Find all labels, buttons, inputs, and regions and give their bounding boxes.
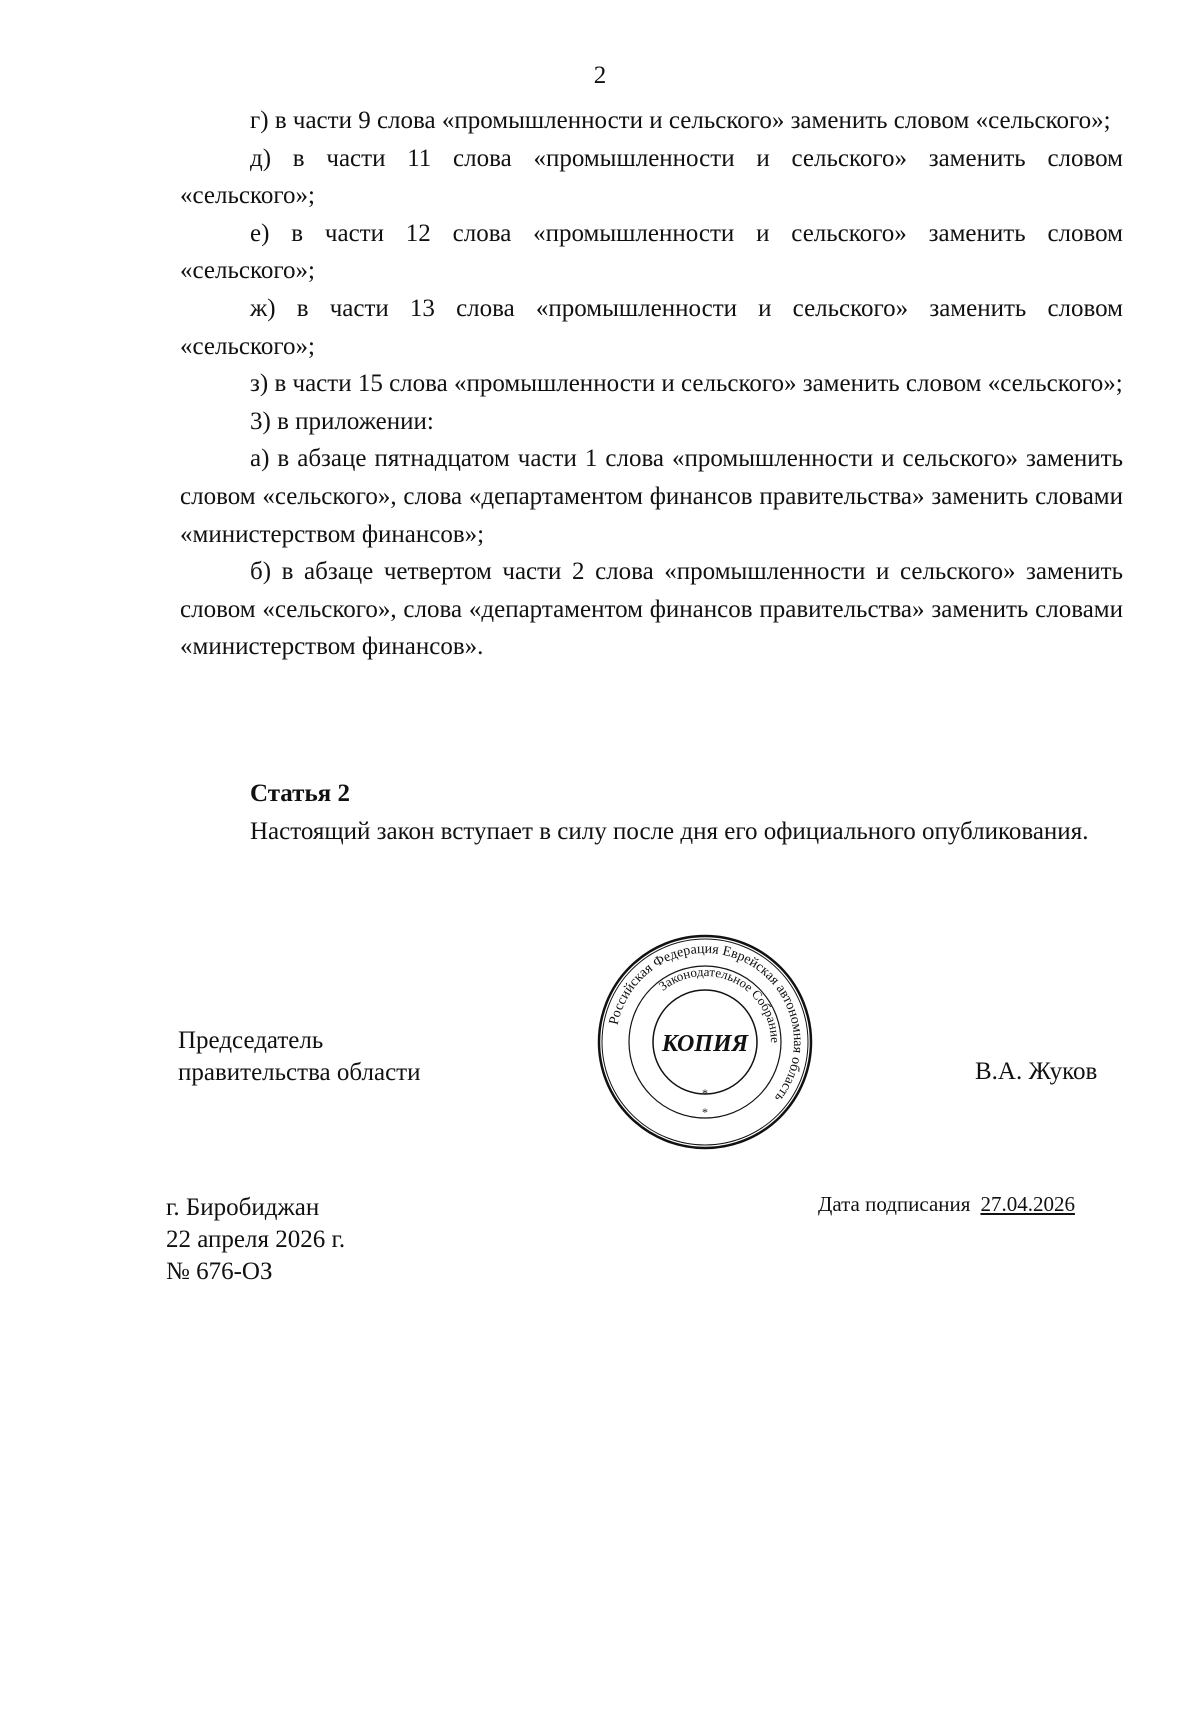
- signing-date-label: Дата подписания: [818, 1192, 971, 1216]
- page-number: 2: [593, 62, 607, 89]
- seal-outer-text: Российская Федерация Еврейская автономная область: [606, 941, 806, 1105]
- signatory-position-line1: Председатель: [178, 1027, 324, 1054]
- article-heading: Статья 2: [250, 780, 350, 807]
- signing-date-value: 27.04.2026: [980, 1192, 1075, 1216]
- seal-inner-text: Законодательное Собрание: [655, 963, 784, 1044]
- seal-center-text: КОПИЯ: [661, 1031, 749, 1057]
- amendment-item-g: г) в части 9 слова «промышленности и сельского» заменить словом «сельского»;: [250, 107, 1111, 134]
- amendment-item-a: а) в абзаце пятнадцатом части 1 слова «промышленности и сельского» заменить словом «сельского», слова «департаментом финансов правительства» заменить словами «министерством финансов»;: [180, 445, 1123, 548]
- law-number: № 676-ОЗ: [166, 1258, 273, 1285]
- amendment-item-d: д) в части 11 слова «промышленности и сельского» заменить словом «сельского»;: [180, 144, 1123, 210]
- amendment-item-appendix: 3) в приложении:: [250, 407, 434, 435]
- official-seal-stamp: [595, 932, 815, 1152]
- article-text: Настоящий закон вступает в силу после дня его официального опубликования.: [250, 818, 1089, 845]
- adoption-date: 22 апреля 2026 г.: [166, 1226, 346, 1253]
- signatory-position-line2: правительства области: [178, 1059, 421, 1086]
- amendment-item-zh: ж) в части 13 слова «промышленности и сельского» заменить словом «сельского»;: [180, 294, 1123, 360]
- law-amendments-list: [180, 102, 1123, 666]
- adoption-city: г. Биробиджан: [166, 1194, 320, 1221]
- signing-date-block: [818, 1192, 1075, 1217]
- signatory-name: В.А. Жуков: [975, 1058, 1098, 1085]
- amendment-item-z: з) в части 15 слова «промышленности и сельского» заменить словом «сельского»;: [250, 370, 1123, 398]
- amendment-item-b: б) в абзаце четвертом части 2 слова «промышленности и сельского» заменить словом «сельского», слова «департаментом финансов правительства» заменить словами «министерством финансов».: [180, 558, 1123, 661]
- amendment-item-e: е) в части 12 слова «промышленности и сельского» заменить словом «сельского»;: [180, 219, 1123, 285]
- seal-star-icon: *: [702, 1105, 708, 1119]
- adoption-details: [166, 1192, 345, 1288]
- seal-star-icon: *: [702, 1086, 708, 1100]
- signatory-position: [178, 1025, 420, 1089]
